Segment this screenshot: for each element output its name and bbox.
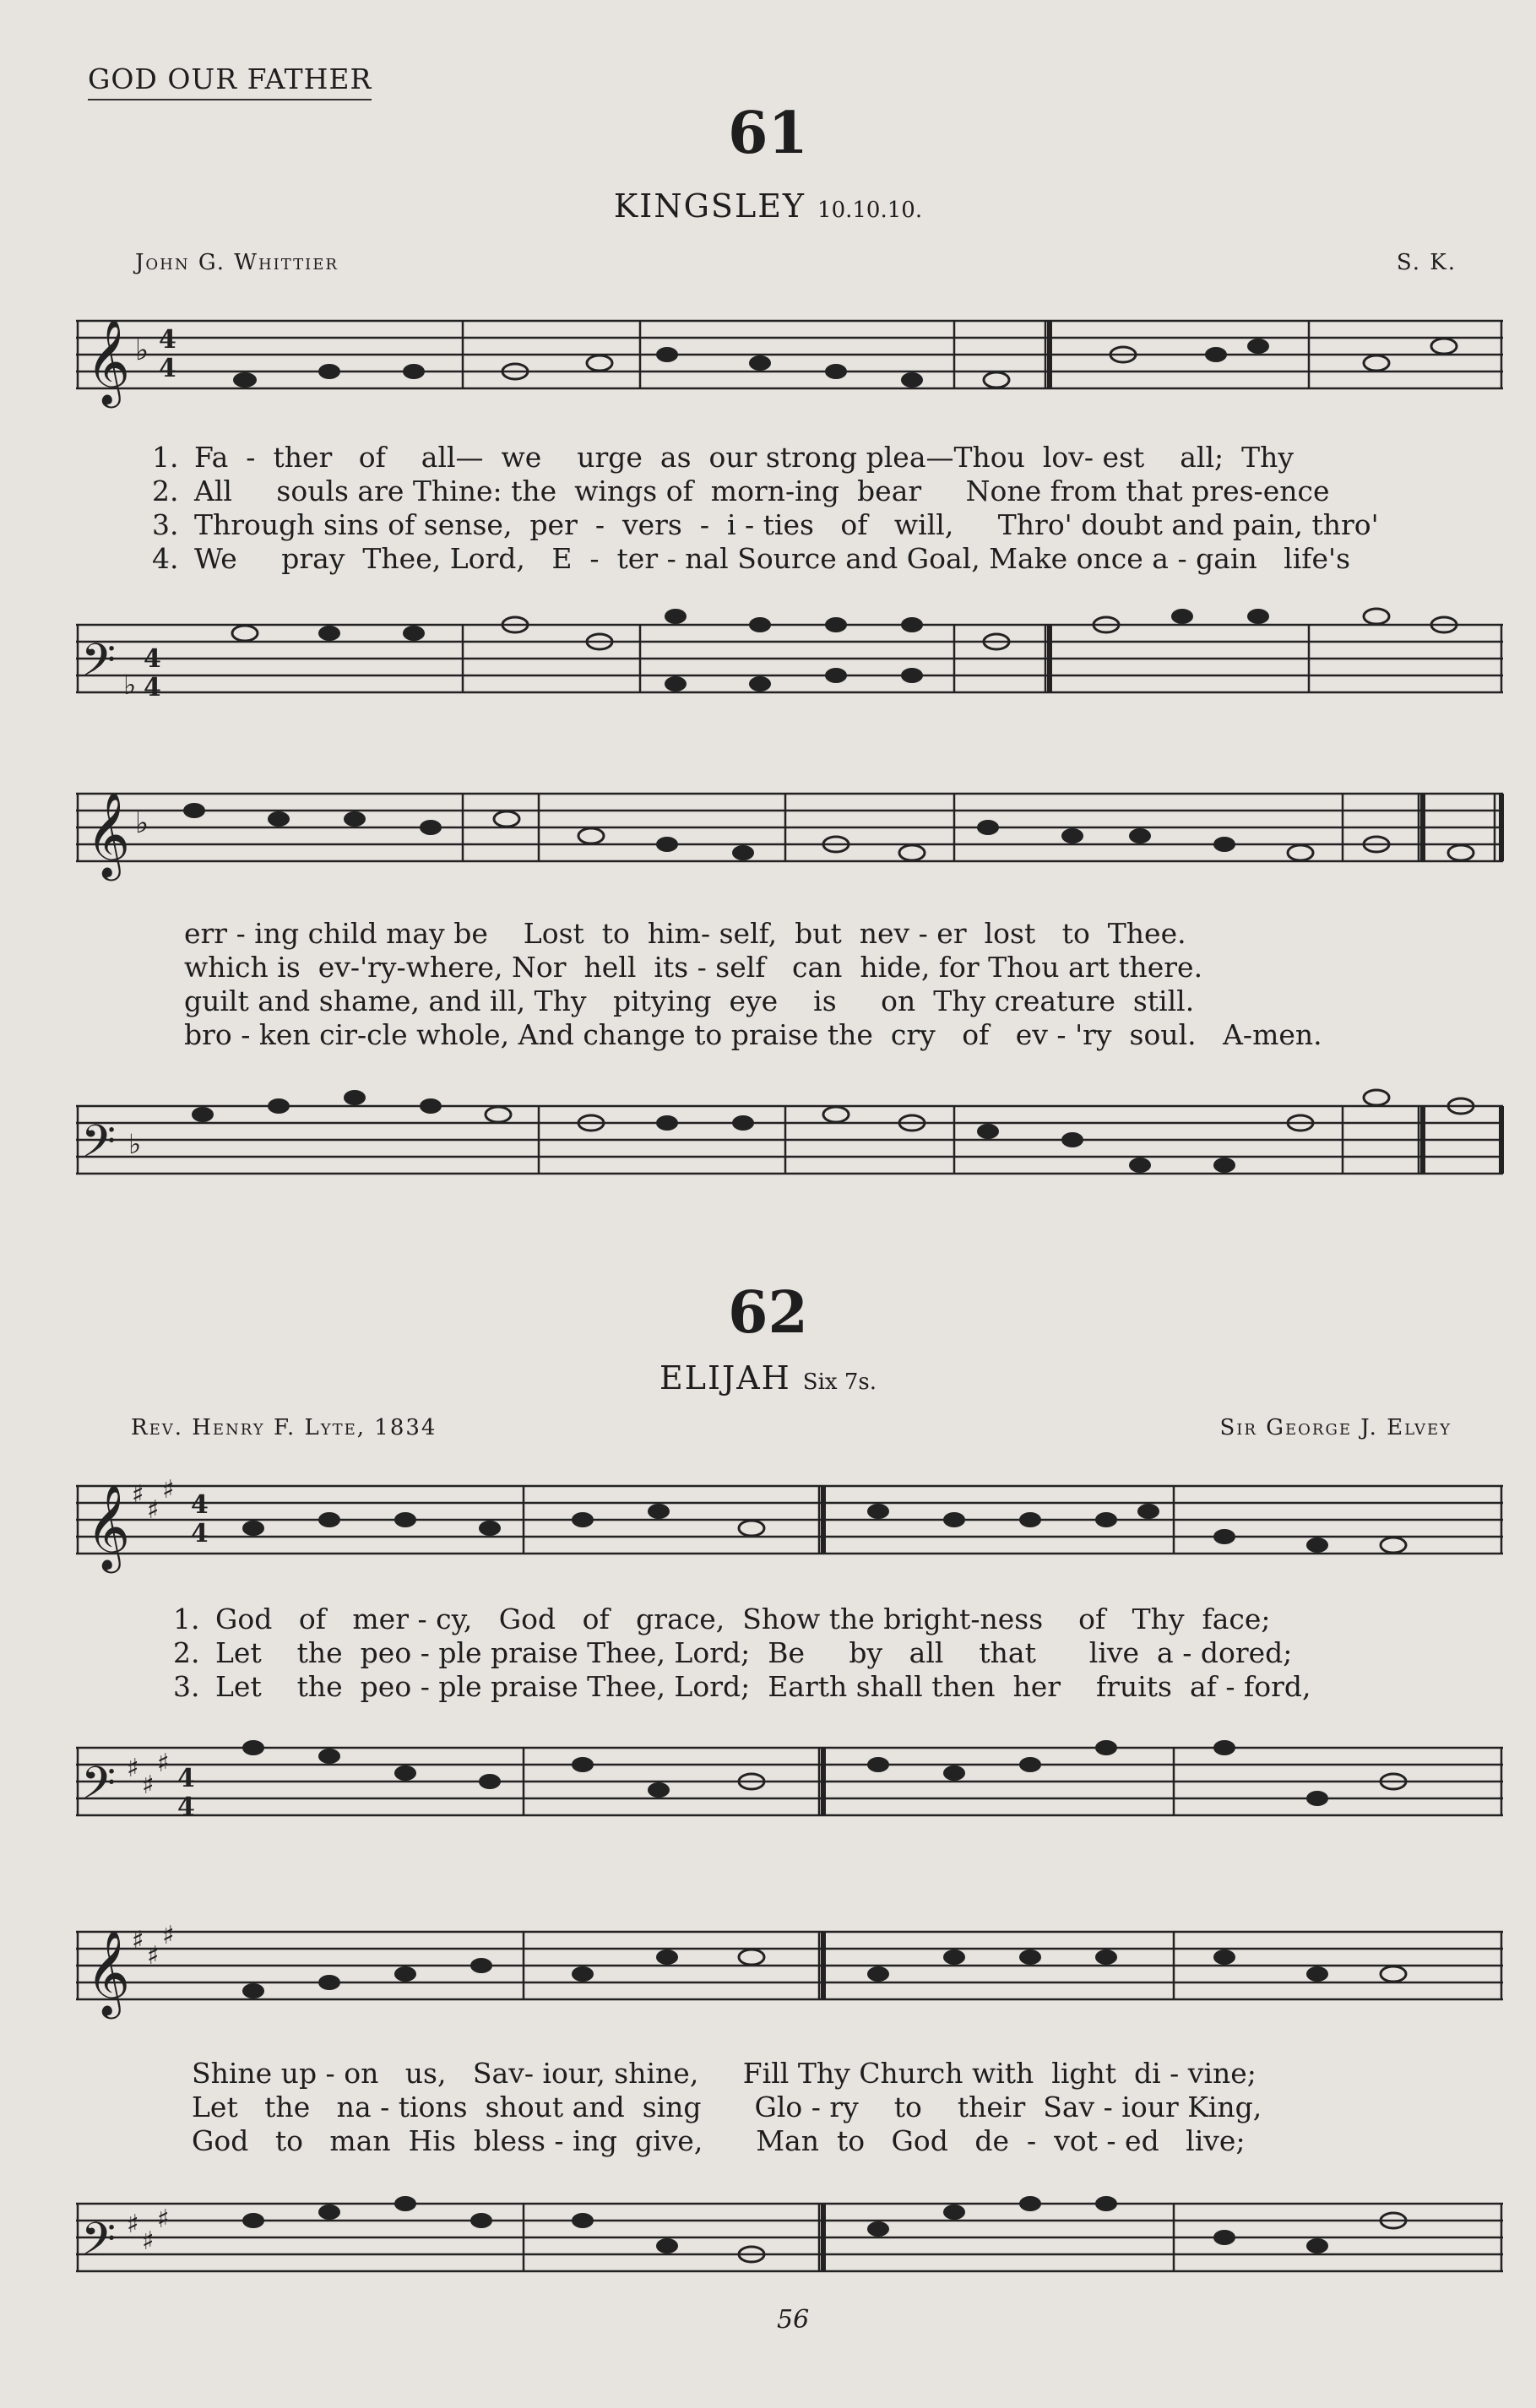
hymn-number: 62 [728, 1279, 808, 1347]
tune-name: ELIJAH [659, 1359, 791, 1397]
svg-text:𝄢: 𝄢 [81, 1116, 117, 1179]
verse-line [173, 1603, 1311, 1636]
verse-line [173, 1636, 1311, 1670]
verse-number: 1. [152, 441, 179, 474]
treble-staff [76, 1478, 1512, 1596]
svg-text:♭: ♭ [135, 806, 149, 840]
tune-meter: 10.10.10. [817, 198, 923, 223]
verse-number: 2. [173, 1636, 200, 1669]
verse-number: 3. [173, 1670, 200, 1703]
hymn-number: 61 [728, 100, 808, 167]
verse-line [152, 508, 1379, 542]
verse-line: which is ev-'ry-where, Nor hell its - self can hide, for Thou art there. [184, 951, 1203, 984]
verse-number: 1. [173, 1603, 200, 1635]
verse-text: God of mer - cy, God of grace, Show the bright-ness of Thy face; [215, 1603, 1271, 1635]
treble-staff [76, 785, 1512, 903]
treble-staff [76, 312, 1512, 431]
verse-number: 2. [152, 475, 179, 507]
svg-text:𝄢: 𝄢 [81, 635, 117, 697]
svg-text:4: 4 [159, 325, 176, 355]
svg-text:♯: ♯ [142, 1771, 155, 1800]
svg-text:𝄞: 𝄞 [86, 1928, 131, 2015]
svg-text:4: 4 [144, 673, 161, 702]
svg-text:♯: ♯ [132, 1926, 144, 1955]
verse-line [152, 475, 1379, 508]
svg-text:♯: ♯ [127, 1754, 139, 1783]
verse-line [152, 441, 1379, 475]
bass-staff [76, 1722, 1512, 1841]
verse-block [173, 1603, 1311, 1704]
svg-text:♯: ♯ [157, 1749, 170, 1778]
svg-text:♯: ♯ [162, 1478, 175, 1505]
tune-heading [0, 1359, 1536, 1397]
verse-line: bro - ken cir-cle whole, And change to praise the cry of ev - 'ry soul. A-men. [184, 1018, 1322, 1051]
verse-number: 3. [152, 508, 179, 541]
svg-text:♯: ♯ [157, 2205, 170, 2234]
svg-text:♯: ♯ [147, 1495, 160, 1525]
verse-text: Let the peo - ple praise Thee, Lord; Be by all that live a - dored; [215, 1636, 1293, 1669]
svg-text:♭: ♭ [123, 669, 137, 701]
svg-text:𝄢: 𝄢 [81, 1758, 117, 1820]
svg-text:𝄞: 𝄞 [86, 1483, 131, 1570]
bass-staff [76, 1072, 1512, 1190]
tune-heading [0, 187, 1536, 225]
verse-line: guilt and shame, and ill, Thy pitying eye is on Thy creature still. [184, 984, 1195, 1017]
tune-meter: Six 7s. [802, 1369, 877, 1395]
verse-block [184, 917, 1322, 1052]
svg-text:♯: ♯ [147, 1941, 160, 1971]
verse-text: Fa - ther of all— we urge as our strong plea—Thou lov- est all; Thy [194, 441, 1294, 474]
verse-line: Let the na - tions shout and sing Glo - ry to their Sav - iour King, [192, 2091, 1262, 2123]
svg-text:♯: ♯ [127, 2210, 139, 2239]
verse-line: God to man His bless - ing give, Man to God de - vot - ed live; [192, 2124, 1246, 2157]
svg-text:4: 4 [144, 644, 161, 674]
verse-text: All souls are Thine: the wings of morn-ing bear None from that pres-ence [194, 475, 1330, 507]
author-credit: John G. Whittier [135, 250, 339, 275]
svg-text:♭: ♭ [128, 1128, 142, 1160]
verse-number: 4. [152, 542, 179, 575]
svg-text:♯: ♯ [132, 1480, 144, 1510]
composer-credit: Sir George J. Elvey [1219, 1415, 1452, 1440]
bass-staff [76, 591, 1512, 709]
verse-line [152, 542, 1379, 576]
svg-text:♯: ♯ [142, 2226, 155, 2256]
verse-text: We pray Thee, Lord, E - ter - nal Source and Goal, Make once a - gain life's [194, 542, 1351, 575]
tune-name: KINGSLEY [613, 187, 806, 225]
verse-line: Shine up - on us, Sav- iour, shine, Fill Thy Church with light di - vine; [192, 2057, 1256, 2090]
verse-text: Let the peo - ple praise Thee, Lord; Earth shall then her fruits af - ford, [215, 1670, 1311, 1703]
composer-credit: S. K. [1396, 250, 1457, 275]
verse-line [173, 1670, 1311, 1704]
svg-text:♯: ♯ [162, 1923, 175, 1950]
svg-text:4: 4 [191, 1519, 209, 1548]
running-head: GOD OUR FATHER [88, 62, 372, 100]
page-number: 56 [777, 2305, 810, 2335]
svg-text:♭: ♭ [135, 334, 149, 367]
svg-text:4: 4 [191, 1490, 209, 1520]
verse-line: err - ing child may be Lost to him- self, but nev - er lost to Thee. [184, 917, 1186, 950]
verse-block [192, 2057, 1262, 2158]
svg-text:4: 4 [177, 1764, 195, 1793]
verse-block [152, 441, 1379, 576]
svg-text:𝄢: 𝄢 [81, 2214, 117, 2276]
treble-staff [76, 1923, 1512, 2042]
author-credit: Rev. Henry F. Lyte, 1834 [131, 1415, 437, 1440]
svg-text:4: 4 [177, 1792, 195, 1822]
svg-text:𝄞: 𝄞 [86, 317, 131, 404]
verse-text: Through sins of sense, per - vers - i - ties of will, Thro' doubt and pain, thro' [194, 508, 1379, 541]
bass-staff [76, 2178, 1512, 2297]
svg-text:4: 4 [159, 354, 176, 383]
svg-text:𝄞: 𝄞 [86, 790, 131, 877]
